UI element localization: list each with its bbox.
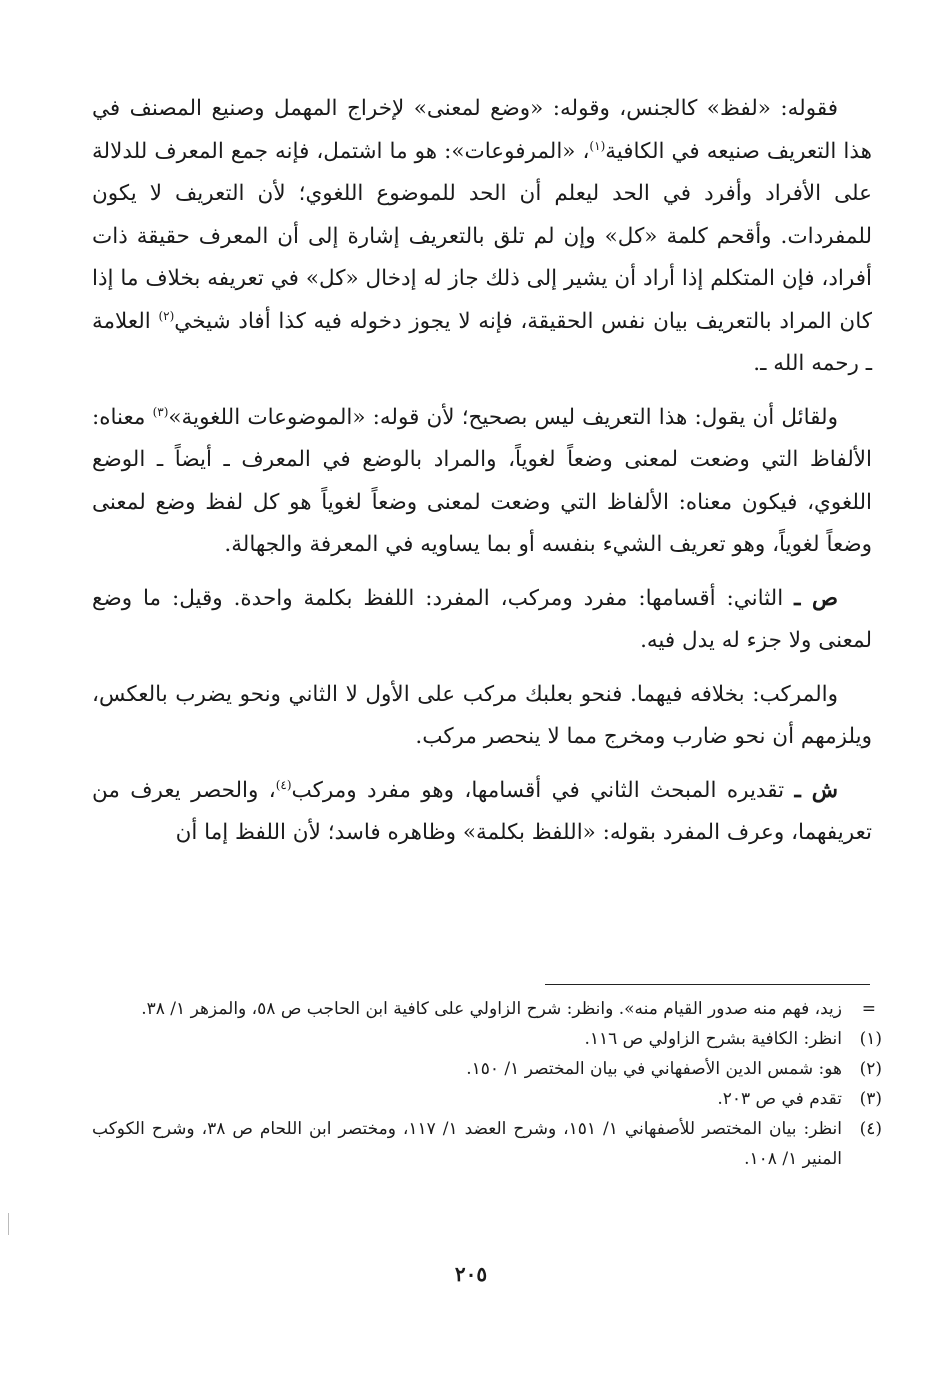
footnote-text: هو: شمس الدين الأصفهاني في بيان المختصر ١/ ١٥٠.	[466, 1059, 842, 1079]
paragraph-1	[92, 88, 872, 386]
footnotes	[92, 994, 882, 1174]
footnote-number: (٢)	[859, 1059, 882, 1079]
main-text	[92, 88, 872, 866]
paragraph-text: ولقائل أن يقول: هذا التعريف ليس بصحيح؛ لأن قوله: «الموضوعات اللغوية»	[168, 404, 838, 430]
footnote-number: (١)	[859, 1029, 882, 1049]
paragraph-text: الثاني: أقسامها: مفرد ومركب، المفرد: اللفظ بكلمة واحدة. وقيل: ما وضع لمعنى ولا جزء له يدل فيه.	[92, 585, 872, 653]
paragraph-text: والمركب: بخلافه فيهما. فنحو بعلبك مركب على الأول لا الثاني ونحو يضرب بالعكس، ويلزمهم أن نحو ضارب ومخرج مما لا ينحصر مركب.	[92, 681, 872, 749]
paragraph-2	[92, 397, 872, 567]
section-mark: ش ـ	[794, 777, 838, 803]
footnote-2	[92, 1054, 882, 1084]
footnote-1	[92, 1024, 882, 1054]
paragraph-5	[92, 770, 872, 855]
footnote-text: زيد، فهم منه صدور القيام منه». وانظر: شرح الزاولي على كافية ابن الحاجب ص ٥٨، والمزهر ١/ ٣٨.	[141, 999, 842, 1019]
footnote-text: انظر: الكافية بشرح الزاولي ص ١١٦.	[584, 1029, 842, 1049]
footnote-4	[92, 1114, 882, 1174]
paragraph-text: ، «المرفوعات»: هو ما اشتمل، فإنه جمع المعرف للدلالة على الأفراد وأفرد في الحد ليعلم أن الحد للموضوع اللغوي؛ لأن التعريف لا يكون للمفردات. وأقحم كلمة «كل» وإن لم تلق بالتعريف إشارة إلى أن المعرف حقيقة ذات أفراد، فإن المتكلم إذا أراد أن يشير إلى ذلك جاز له إدخال «كل» في تعريفه بخلاف ما إذا كان المراد بالتعريف بيان نفس الحقيقة، فإنه لا يجوز دخوله فيه كذا أفاد شيخي	[92, 138, 872, 334]
paragraph-text: فقوله: «لفظ» كالجنس، وقوله: «وضع لمعنى» لإخراج المهمل وصنيع المصنف في هذا التعريف صنيعه في الكافية	[92, 96, 872, 164]
footnote-continuation	[92, 994, 882, 1024]
continuation-mark: =	[861, 999, 876, 1019]
footnote-ref: (٤)	[275, 777, 292, 792]
footnote-ref: (٢)	[158, 308, 175, 323]
paragraph-4	[92, 674, 872, 759]
paragraph-text: تقديره المبحث الثاني في أقسامها، وهو مفرد ومركب	[291, 777, 795, 803]
footnote-ref: (٣)	[152, 404, 169, 419]
page-number: ٢٠٥	[454, 1262, 488, 1286]
scan-edge-mark	[8, 1213, 9, 1235]
paragraph-text: معناه: الألفاظ التي وضعت لمعنى وضعاً لغوياً، والمراد بالوضع في المعرف ـ أيضاً ـ الوضع اللغوي، فيكون معناه: الألفاظ التي وضعت لمعنى وضعاً لغوياً هو كل لفظ وضع لمعنى وضعاً لغوياً، وهو تعريف الشيء بنفسه أو بما يساويه في المعرفة والجهالة.	[92, 404, 872, 557]
footnote-number: (٤)	[859, 1119, 882, 1139]
section-mark: ص ـ	[794, 585, 838, 611]
footnote-text: انظر: بيان المختصر للأصفهاني ١/ ١٥١، وشرح العضد ١/ ١١٧، ومختصر ابن اللحام ص ٣٨، وشرح الكوكب المنير ١/ ١٠٨.	[92, 1119, 842, 1169]
paragraph-text: ، والحصر يعرف من تعريفهما، وعرف المفرد بقوله: «اللفظ بكلمة» وظاهره فاسد؛ لأن اللفظ إما أن	[92, 777, 872, 845]
footnote-separator	[545, 984, 870, 985]
paragraph-text: العلامة ـ رحمه الله ـ.	[92, 308, 872, 376]
footnote-text: تقدم في ص ٢٠٣.	[717, 1089, 842, 1109]
footnote-ref: (١)	[589, 138, 606, 153]
footnote-number: (٣)	[859, 1089, 882, 1109]
footnote-3	[92, 1084, 882, 1114]
paragraph-3	[92, 578, 872, 663]
